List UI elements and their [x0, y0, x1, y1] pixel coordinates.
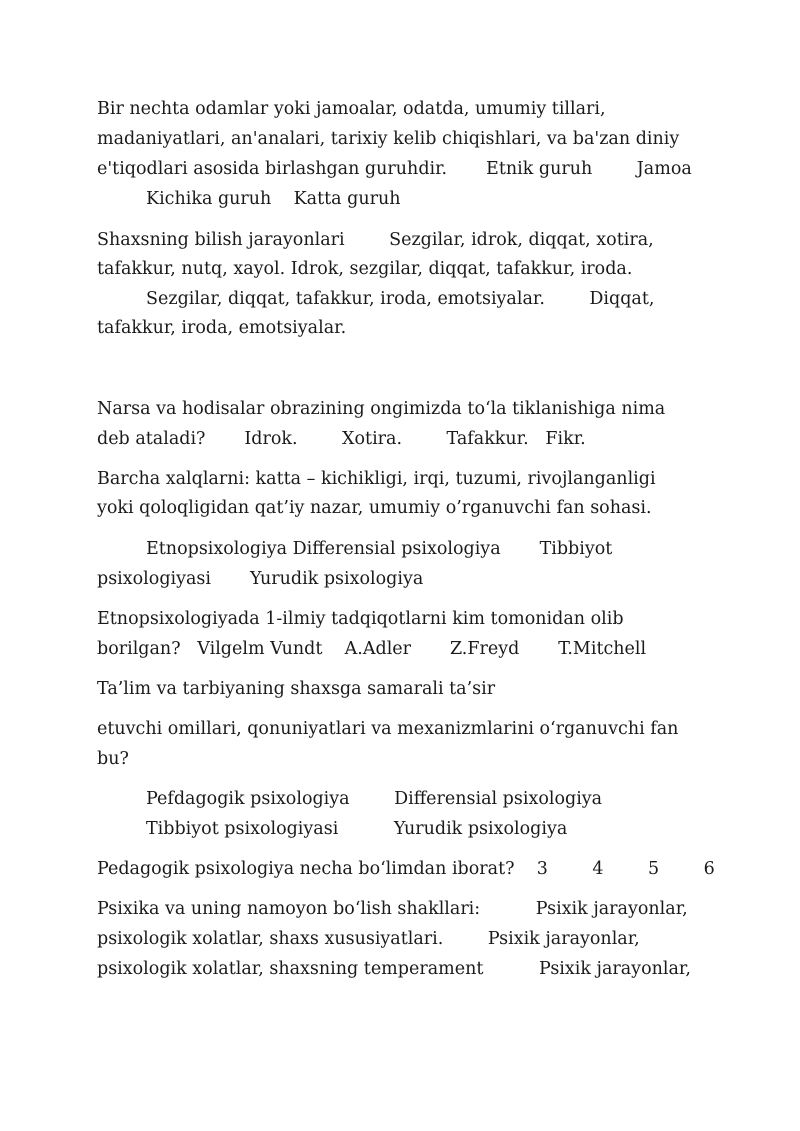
text-line: psixologik xolatlar, shaxs xususiyatlari. Psixik jarayonlar, — [97, 929, 640, 949]
text-line: psixologiyasi Yurudik psixologiya — [97, 569, 424, 589]
text-line: Etnopsixologiya Differensial psixologiya Tibbiyot — [146, 539, 613, 559]
text-line: etuvchi omillari, qonuniyatlari va mexanizmlarini o‘rganuvchi fan — [97, 719, 679, 739]
text-line: psixologik xolatlar, shaxsning temperament Psixik jarayonlar, — [97, 959, 691, 979]
text-line: Kichika guruh Katta guruh — [146, 189, 401, 209]
text-line: Sezgilar, diqqat, tafakkur, iroda, emotsiyalar. Diqqat, — [146, 289, 655, 309]
text-line: Psixika va uning namoyon bo‘lish shakllari: Psixik jarayonlar, — [97, 899, 688, 919]
text-line: Shaxsning bilish jarayonlari Sezgilar, idrok, diqqat, xotira, — [97, 230, 654, 250]
text-line: borilgan? Vilgelm Vundt A.Adler Z.Freyd T.Mitchell — [97, 639, 647, 659]
text-line: Bir nechta odamlar yoki jamoalar, odatda, umumiy tillari, — [97, 99, 606, 119]
text-line: Barcha xalqlarni: katta – kichikligi, irqi, tuzumi, rivojlanganligi — [97, 469, 656, 489]
text-line: yoki qoloqligidan qat’iy nazar, umumiy o’rganuvchi fan sohasi. — [97, 498, 652, 518]
text-line: Pefdagogik psixologiya Differensial psixologiya — [146, 789, 603, 809]
text-line: e'tiqodlari asosida birlashgan guruhdir. Etnik guruh Jamoa — [97, 159, 692, 179]
text-line: madaniyatlari, an'analari, tarixiy kelib chiqishlari, va ba'zan diniy — [97, 129, 680, 149]
text-line: Tibbiyot psixologiyasi Yurudik psixologiya — [146, 819, 568, 839]
text-line: Etnopsixologiyada 1-ilmiy tadqiqotlarni kim tomonidan olib — [97, 609, 624, 629]
text-line: Ta’lim va tarbiyaning shaxsga samarali ta’sir — [97, 679, 496, 699]
text-line: Narsa va hodisalar obrazining ongimizda to‘la tiklanishiga nima — [97, 399, 666, 419]
text-line: tafakkur, iroda, emotsiyalar. — [97, 318, 347, 338]
text-line: Pedagogik psixologiya necha bo‘limdan iborat? 3 4 5 6 — [97, 859, 715, 879]
text-line: bu? — [97, 749, 129, 769]
text-line: tafakkur, nutq, xayol. Idrok, sezgilar, diqqat, tafakkur, iroda. — [97, 259, 633, 279]
text-line: deb ataladi? Idrok. Xotira. Tafakkur. Fikr. — [97, 429, 586, 449]
